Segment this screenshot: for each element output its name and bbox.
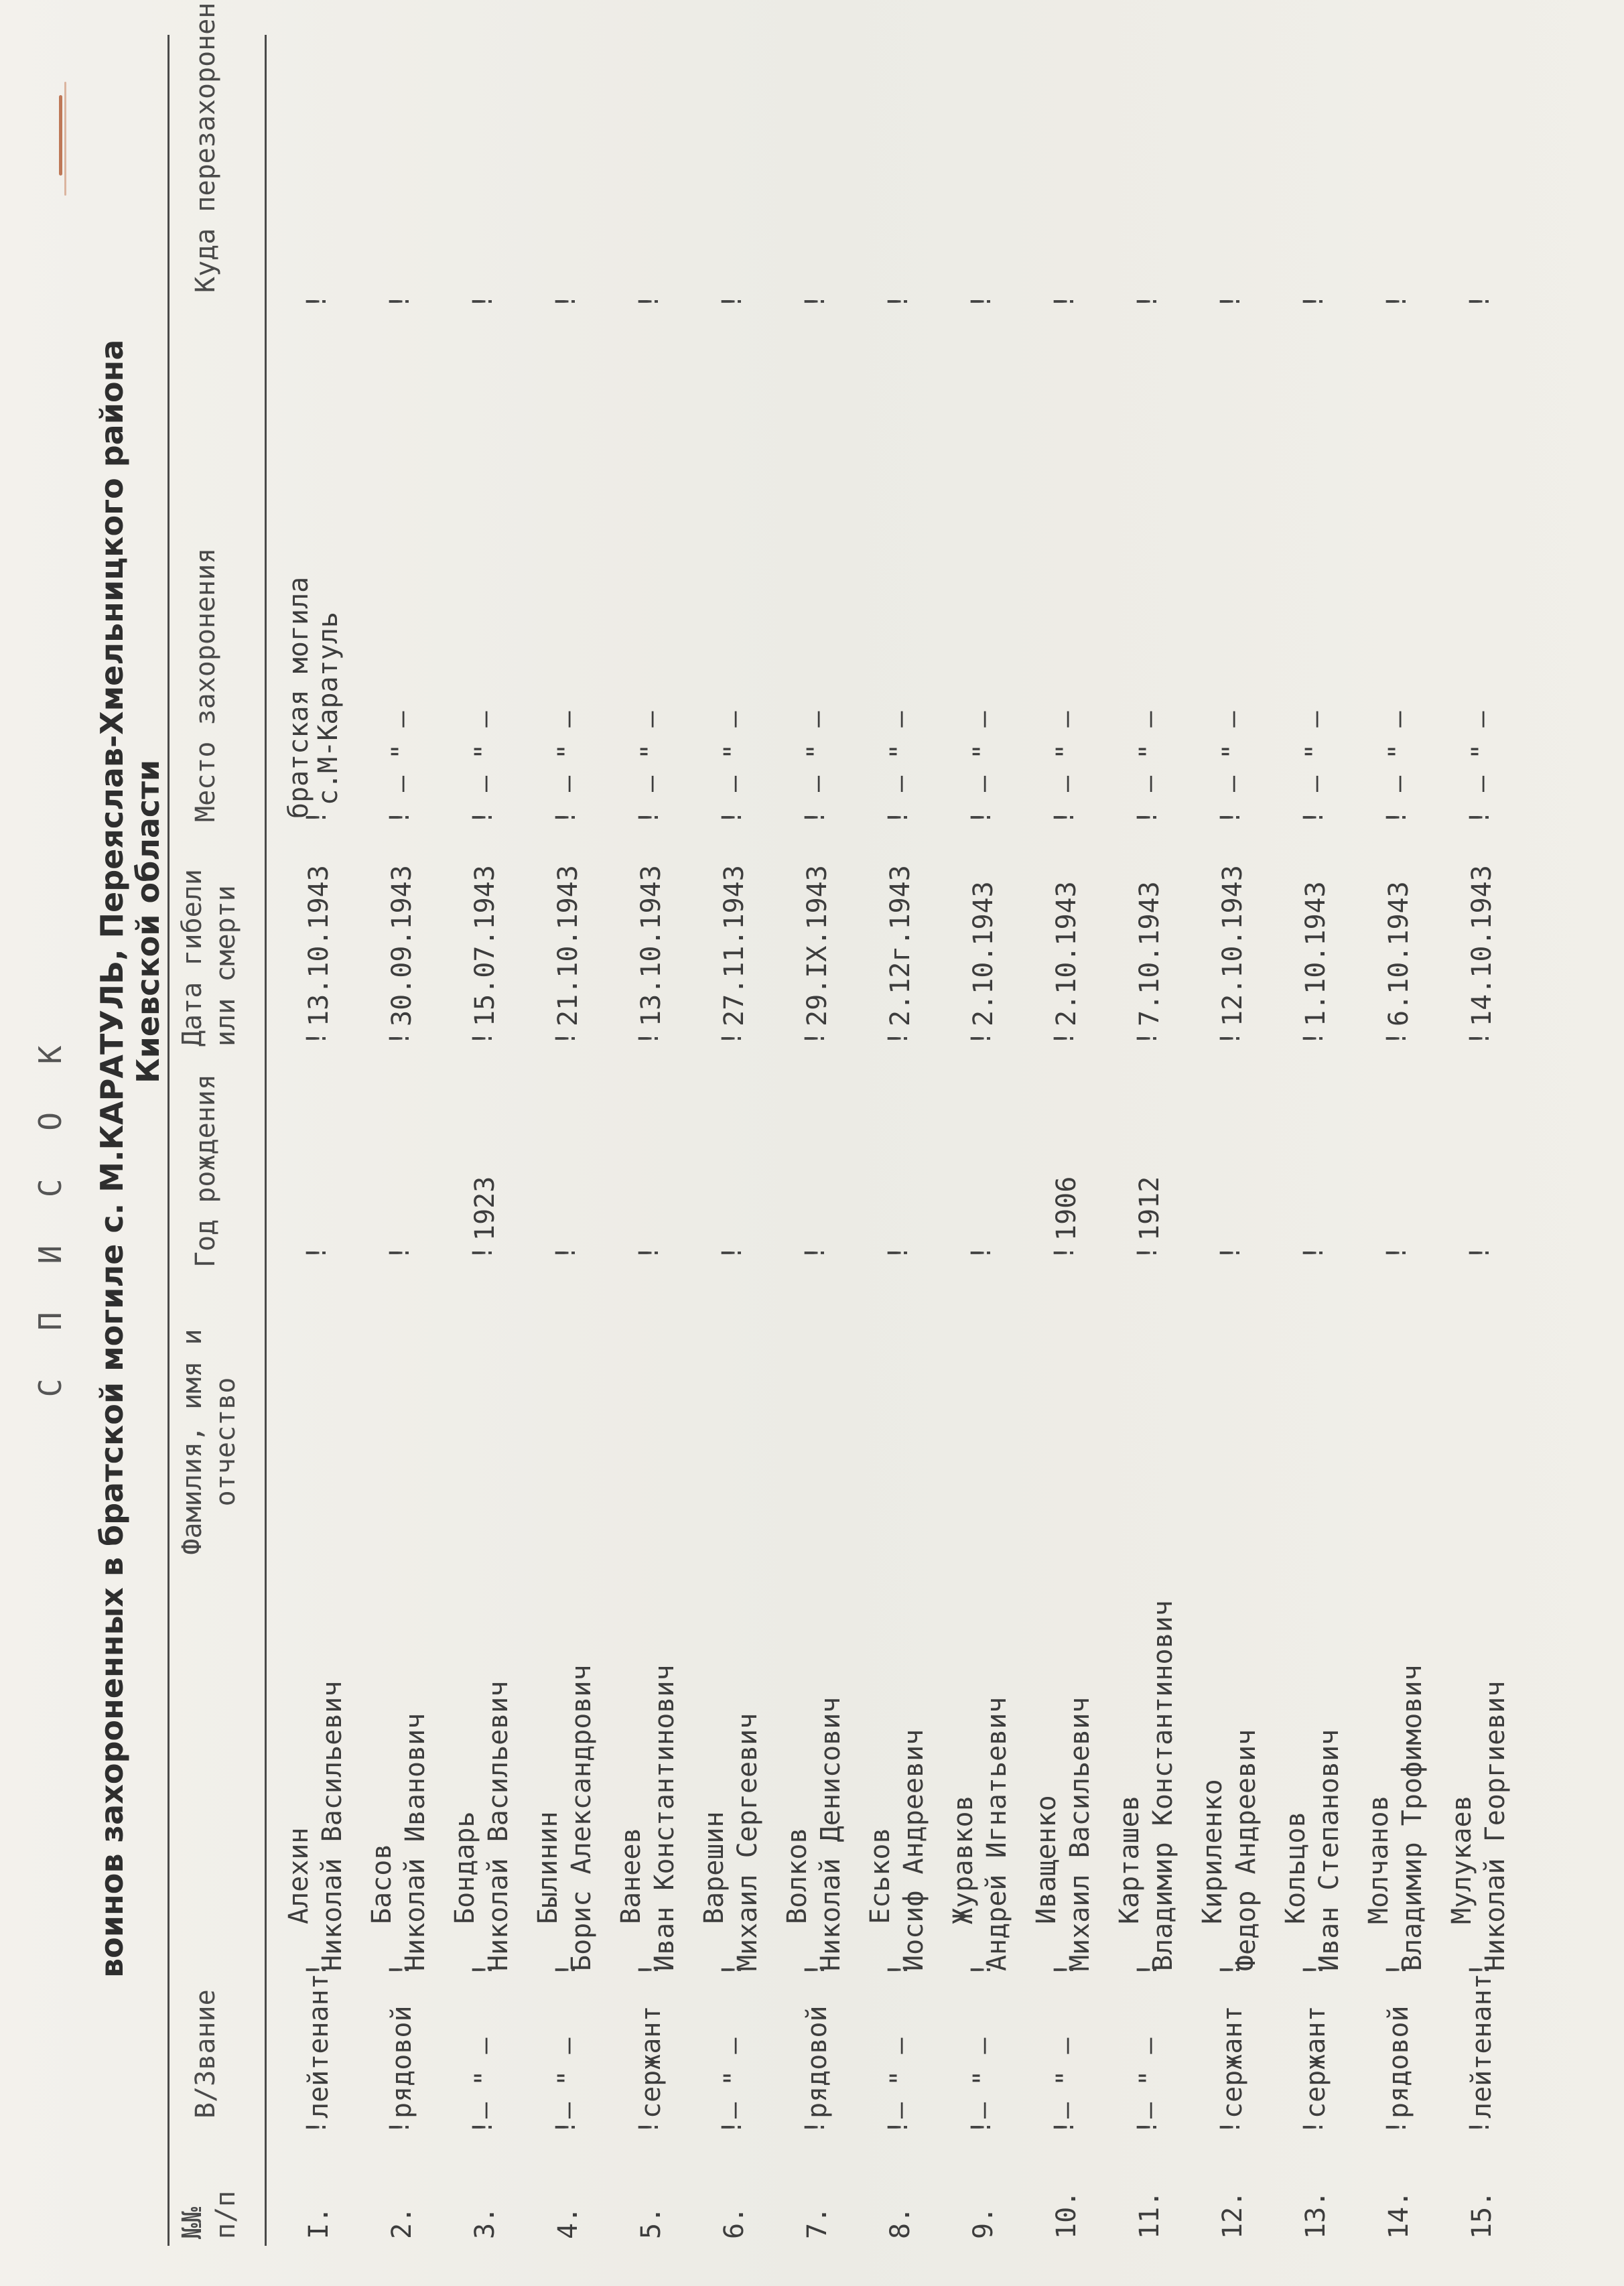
row-place: – " –: [968, 711, 999, 792]
table-row: [531, 0, 614, 2286]
row-number: 5.: [636, 2206, 667, 2239]
row-given-names: Михаил Сергеевич: [732, 1712, 763, 1971]
column-separator: !: [634, 2119, 665, 2135]
column-separator: !: [883, 809, 914, 825]
column-separator: !: [1132, 2119, 1163, 2135]
column-separator: !: [1381, 1961, 1412, 1978]
column-separator: !: [1132, 1961, 1163, 1978]
column-separator: !: [1298, 1030, 1329, 1047]
row-number: 14.: [1383, 2190, 1414, 2239]
table-row: [1278, 0, 1362, 2286]
column-separator: !: [1298, 1961, 1329, 1978]
column-separator: !: [1381, 809, 1412, 825]
row-given-names: Борис Александрович: [566, 1664, 597, 1971]
row-surname: Карташев: [1114, 1795, 1145, 1924]
row-given-names: Николай Георгиевич: [1480, 1680, 1511, 1971]
row-number: 10.: [1051, 2190, 1082, 2239]
table-row: [1361, 0, 1445, 2286]
column-separator: !: [1381, 2119, 1412, 2135]
column-separator: !: [800, 1961, 831, 1978]
column-separator: !: [301, 809, 332, 825]
column-separator: !: [301, 1961, 332, 1978]
column-separator: !: [883, 1244, 914, 1261]
row-given-names: Иосиф Андреевич: [898, 1729, 929, 1971]
table-header-rule: [265, 35, 267, 2246]
row-place-line2: с.М-Каратуль: [313, 612, 344, 805]
column-separator: !: [1465, 1030, 1495, 1047]
row-rank: рядовой: [387, 2005, 417, 2119]
column-separator: !: [385, 809, 415, 825]
row-number: 12.: [1217, 2190, 1248, 2239]
row-place: – " –: [1051, 711, 1082, 792]
column-separator: !: [1215, 809, 1246, 825]
column-separator: !: [1215, 1244, 1246, 1261]
column-separator: !: [385, 1030, 415, 1047]
column-separator: !: [551, 1961, 582, 1978]
column-separator: !: [468, 1961, 498, 1978]
row-number: 11.: [1134, 2190, 1165, 2239]
row-given-names: Николай Васильевич: [317, 1680, 348, 1971]
row-place: – " –: [553, 711, 584, 792]
row-death-date: 2.10.1943: [968, 881, 999, 1026]
column-separator: !: [551, 293, 582, 310]
column-separator: !: [1132, 809, 1163, 825]
column-separator: !: [1465, 293, 1495, 310]
column-separator: !: [1381, 1030, 1412, 1047]
row-given-names: Иван Степанович: [1314, 1729, 1345, 1971]
column-separator: !: [551, 809, 582, 825]
row-death-date: 6.10.1943: [1383, 881, 1414, 1026]
column-separator: !: [1298, 809, 1329, 825]
column-separator: !: [717, 1244, 748, 1261]
column-separator: !: [1049, 809, 1080, 825]
row-death-date: 27.11.1943: [719, 865, 750, 1026]
column-separator: !: [1215, 1961, 1246, 1978]
column-separator: !: [966, 2119, 997, 2135]
column-separator: !: [717, 293, 748, 310]
column-separator: !: [1215, 293, 1246, 310]
row-given-names: Михаил Васильевич: [1065, 1696, 1095, 1971]
row-given-names: Николай Денисович: [815, 1696, 846, 1971]
column-separator: !: [800, 293, 831, 310]
row-place: – " –: [802, 711, 833, 792]
red-pencil-mark: [59, 95, 62, 176]
column-separator: !: [717, 809, 748, 825]
column-separator: !: [634, 293, 665, 310]
row-surname: Молчанов: [1363, 1795, 1394, 1924]
column-separator: !: [1049, 1961, 1080, 1978]
row-death-date: 7.10.1943: [1134, 881, 1165, 1026]
header-num: №№ п/п: [177, 2190, 241, 2239]
row-number: 2.: [387, 2206, 417, 2239]
row-birth-year: 1923: [470, 1176, 500, 1241]
column-separator: !: [301, 293, 332, 310]
column-separator: !: [1465, 2119, 1495, 2135]
row-surname: Басов: [366, 1843, 397, 1924]
row-death-date: 15.07.1943: [470, 865, 500, 1026]
column-separator: !: [883, 2119, 914, 2135]
column-separator: !: [1465, 1961, 1495, 1978]
header-name: Фамилия, имя и отчество: [177, 1329, 241, 1555]
column-separator: !: [1049, 1244, 1080, 1261]
row-surname: Бондарь: [450, 1811, 480, 1924]
row-rank: – " –: [553, 2037, 584, 2119]
row-place: братская могила: [283, 576, 314, 819]
row-birth-year: 1906: [1051, 1176, 1082, 1241]
column-separator: !: [1465, 1244, 1495, 1261]
row-number: 15.: [1467, 2190, 1497, 2239]
row-rank: – " –: [885, 2037, 916, 2119]
table-row: [614, 0, 697, 2286]
row-surname: Былинин: [533, 1811, 563, 1924]
row-surname: Мулукаев: [1446, 1795, 1477, 1924]
header-rank: В/Звание: [190, 1989, 221, 2119]
row-number: 9.: [968, 2206, 999, 2239]
column-separator: !: [883, 1030, 914, 1047]
column-separator: !: [1215, 2119, 1246, 2135]
column-separator: !: [883, 293, 914, 310]
column-separator: !: [800, 2119, 831, 2135]
column-separator: !: [966, 293, 997, 310]
row-place: – " –: [719, 711, 750, 792]
row-rank: – " –: [719, 2037, 750, 2119]
header-place: Место захоронения: [190, 547, 221, 822]
row-surname: Иващенко: [1031, 1795, 1062, 1924]
row-rank: – " –: [470, 2037, 500, 2119]
table-row: [863, 0, 947, 2286]
row-given-names: Андрей Игнатьевич: [982, 1696, 1012, 1971]
column-separator: !: [301, 1244, 332, 1261]
row-rank: сержант: [636, 2005, 667, 2119]
column-separator: !: [385, 1961, 415, 1978]
row-rank: – " –: [1051, 2037, 1082, 2119]
row-surname: Журавков: [948, 1795, 979, 1924]
column-separator: !: [717, 1961, 748, 1978]
column-separator: !: [1298, 1244, 1329, 1261]
row-rank: рядовой: [1383, 2005, 1414, 2119]
row-place: – " –: [636, 711, 667, 792]
column-separator: !: [717, 1030, 748, 1047]
column-separator: !: [800, 809, 831, 825]
row-surname: Еськов: [865, 1827, 896, 1924]
row-place: – " –: [387, 711, 417, 792]
table-row: [697, 0, 781, 2286]
row-death-date: 13.10.1943: [636, 865, 667, 1026]
row-death-date: 29.IX.1943: [802, 865, 833, 1026]
subtitle-line-1: воинов захороненных в братской могиле с. М.КАРАТУЛЬ, Переяслав-Хмельницкого района: [94, 339, 130, 1978]
column-separator: !: [468, 2119, 498, 2135]
column-separator: !: [634, 809, 665, 825]
column-separator: !: [1049, 1030, 1080, 1047]
row-number: 4.: [553, 2206, 584, 2239]
column-separator: !: [468, 1244, 498, 1261]
column-separator: !: [1132, 1244, 1163, 1261]
row-surname: Алехин: [283, 1827, 314, 1924]
column-separator: !: [551, 1244, 582, 1261]
column-separator: !: [468, 293, 498, 310]
column-separator: !: [1381, 1244, 1412, 1261]
row-death-date: 12.10.1943: [1217, 865, 1248, 1026]
column-separator: !: [634, 1244, 665, 1261]
row-place: – " –: [1300, 711, 1331, 792]
row-rank: рядовой: [802, 2005, 833, 2119]
table-row: [946, 0, 1030, 2286]
row-rank: – " –: [968, 2037, 999, 2119]
row-death-date: 14.10.1943: [1467, 865, 1497, 1026]
row-place: – " –: [1383, 711, 1414, 792]
row-given-names: Николай Иванович: [400, 1712, 431, 1971]
column-separator: !: [717, 2119, 748, 2135]
column-separator: !: [883, 1961, 914, 1978]
column-separator: !: [966, 1030, 997, 1047]
row-death-date: 13.10.1943: [303, 865, 334, 1026]
subtitle-line-2: Киевской области: [130, 759, 166, 1083]
row-place: – " –: [1134, 711, 1165, 792]
column-separator: !: [1049, 2119, 1080, 2135]
row-birth-year: 1912: [1134, 1176, 1165, 1241]
table-row: [1444, 0, 1528, 2286]
row-rank: сержант: [1300, 2005, 1331, 2119]
row-death-date: 21.10.1943: [553, 865, 584, 1026]
column-separator: !: [551, 1030, 582, 1047]
column-separator: !: [1132, 293, 1163, 310]
document-subtitle: [94, 102, 166, 1978]
column-separator: !: [1465, 809, 1495, 825]
row-given-names: Иван Константинович: [649, 1664, 680, 1971]
document-heading: С П И С О К: [32, 1030, 68, 1398]
column-separator: !: [966, 1961, 997, 1978]
column-separator: !: [385, 2119, 415, 2135]
table-row: [1195, 0, 1279, 2286]
row-place: – " –: [1467, 711, 1497, 792]
column-separator: !: [1132, 1030, 1163, 1047]
row-place: – " –: [885, 711, 916, 792]
row-given-names: Федор Андреевич: [1231, 1729, 1262, 1971]
table-row: [780, 0, 864, 2286]
row-death-date: 2.12г.1943: [885, 865, 916, 1026]
row-number: I.: [303, 2206, 334, 2239]
column-separator: !: [385, 1244, 415, 1261]
column-separator: !: [385, 293, 415, 310]
table-top-rule: [167, 35, 170, 2246]
row-given-names: Николай Васильевич: [483, 1680, 514, 1971]
column-separator: !: [966, 1244, 997, 1261]
header-birth: Год рождения: [190, 1074, 221, 1268]
row-surname: Кольцов: [1280, 1811, 1311, 1924]
row-death-date: 1.10.1943: [1300, 881, 1331, 1026]
column-separator: !: [1298, 293, 1329, 310]
row-death-date: 30.09.1943: [387, 865, 417, 1026]
header-reburial: Куда перезахоронен: [190, 2, 221, 293]
row-number: 6.: [719, 2206, 750, 2239]
table-row: [448, 0, 531, 2286]
column-separator: !: [634, 1030, 665, 1047]
column-separator: !: [1215, 1030, 1246, 1047]
table-row: [364, 0, 448, 2286]
row-rank: лейтенант: [303, 1973, 334, 2119]
row-surname: Кириленко: [1197, 1779, 1228, 1924]
row-number: 3.: [470, 2206, 500, 2239]
row-given-names: Владимир Трофимович: [1397, 1664, 1428, 1971]
row-rank: сержант: [1217, 2005, 1248, 2119]
column-separator: !: [800, 1244, 831, 1261]
table-row: [1112, 0, 1196, 2286]
column-separator: !: [551, 2119, 582, 2135]
column-separator: !: [1049, 293, 1080, 310]
row-given-names: Владимир Константинович: [1148, 1600, 1178, 1971]
column-separator: !: [634, 1961, 665, 1978]
table-row: [1029, 0, 1113, 2286]
row-rank: – " –: [1134, 2037, 1165, 2119]
column-separator: !: [966, 809, 997, 825]
row-place: – " –: [1217, 711, 1248, 792]
row-number: 7.: [802, 2206, 833, 2239]
column-separator: !: [1298, 2119, 1329, 2135]
row-surname: Ванеев: [616, 1827, 647, 1924]
row-surname: Волков: [782, 1827, 813, 1924]
row-number: 8.: [885, 2206, 916, 2239]
row-rank: лейтенант: [1467, 1973, 1497, 2119]
table-row: [281, 0, 365, 2286]
header-death: Дата гибели или смерти: [177, 869, 241, 1047]
row-number: 13.: [1300, 2190, 1331, 2239]
column-separator: !: [468, 1030, 498, 1047]
row-place: – " –: [470, 711, 500, 792]
row-death-date: 2.10.1943: [1051, 881, 1082, 1026]
column-separator: !: [800, 1030, 831, 1047]
column-separator: !: [468, 809, 498, 825]
column-separator: !: [1381, 293, 1412, 310]
column-separator: !: [301, 2119, 332, 2135]
column-separator: !: [301, 1030, 332, 1047]
red-pencil-mark-faint: [64, 82, 66, 196]
row-surname: Варешин: [699, 1811, 730, 1924]
